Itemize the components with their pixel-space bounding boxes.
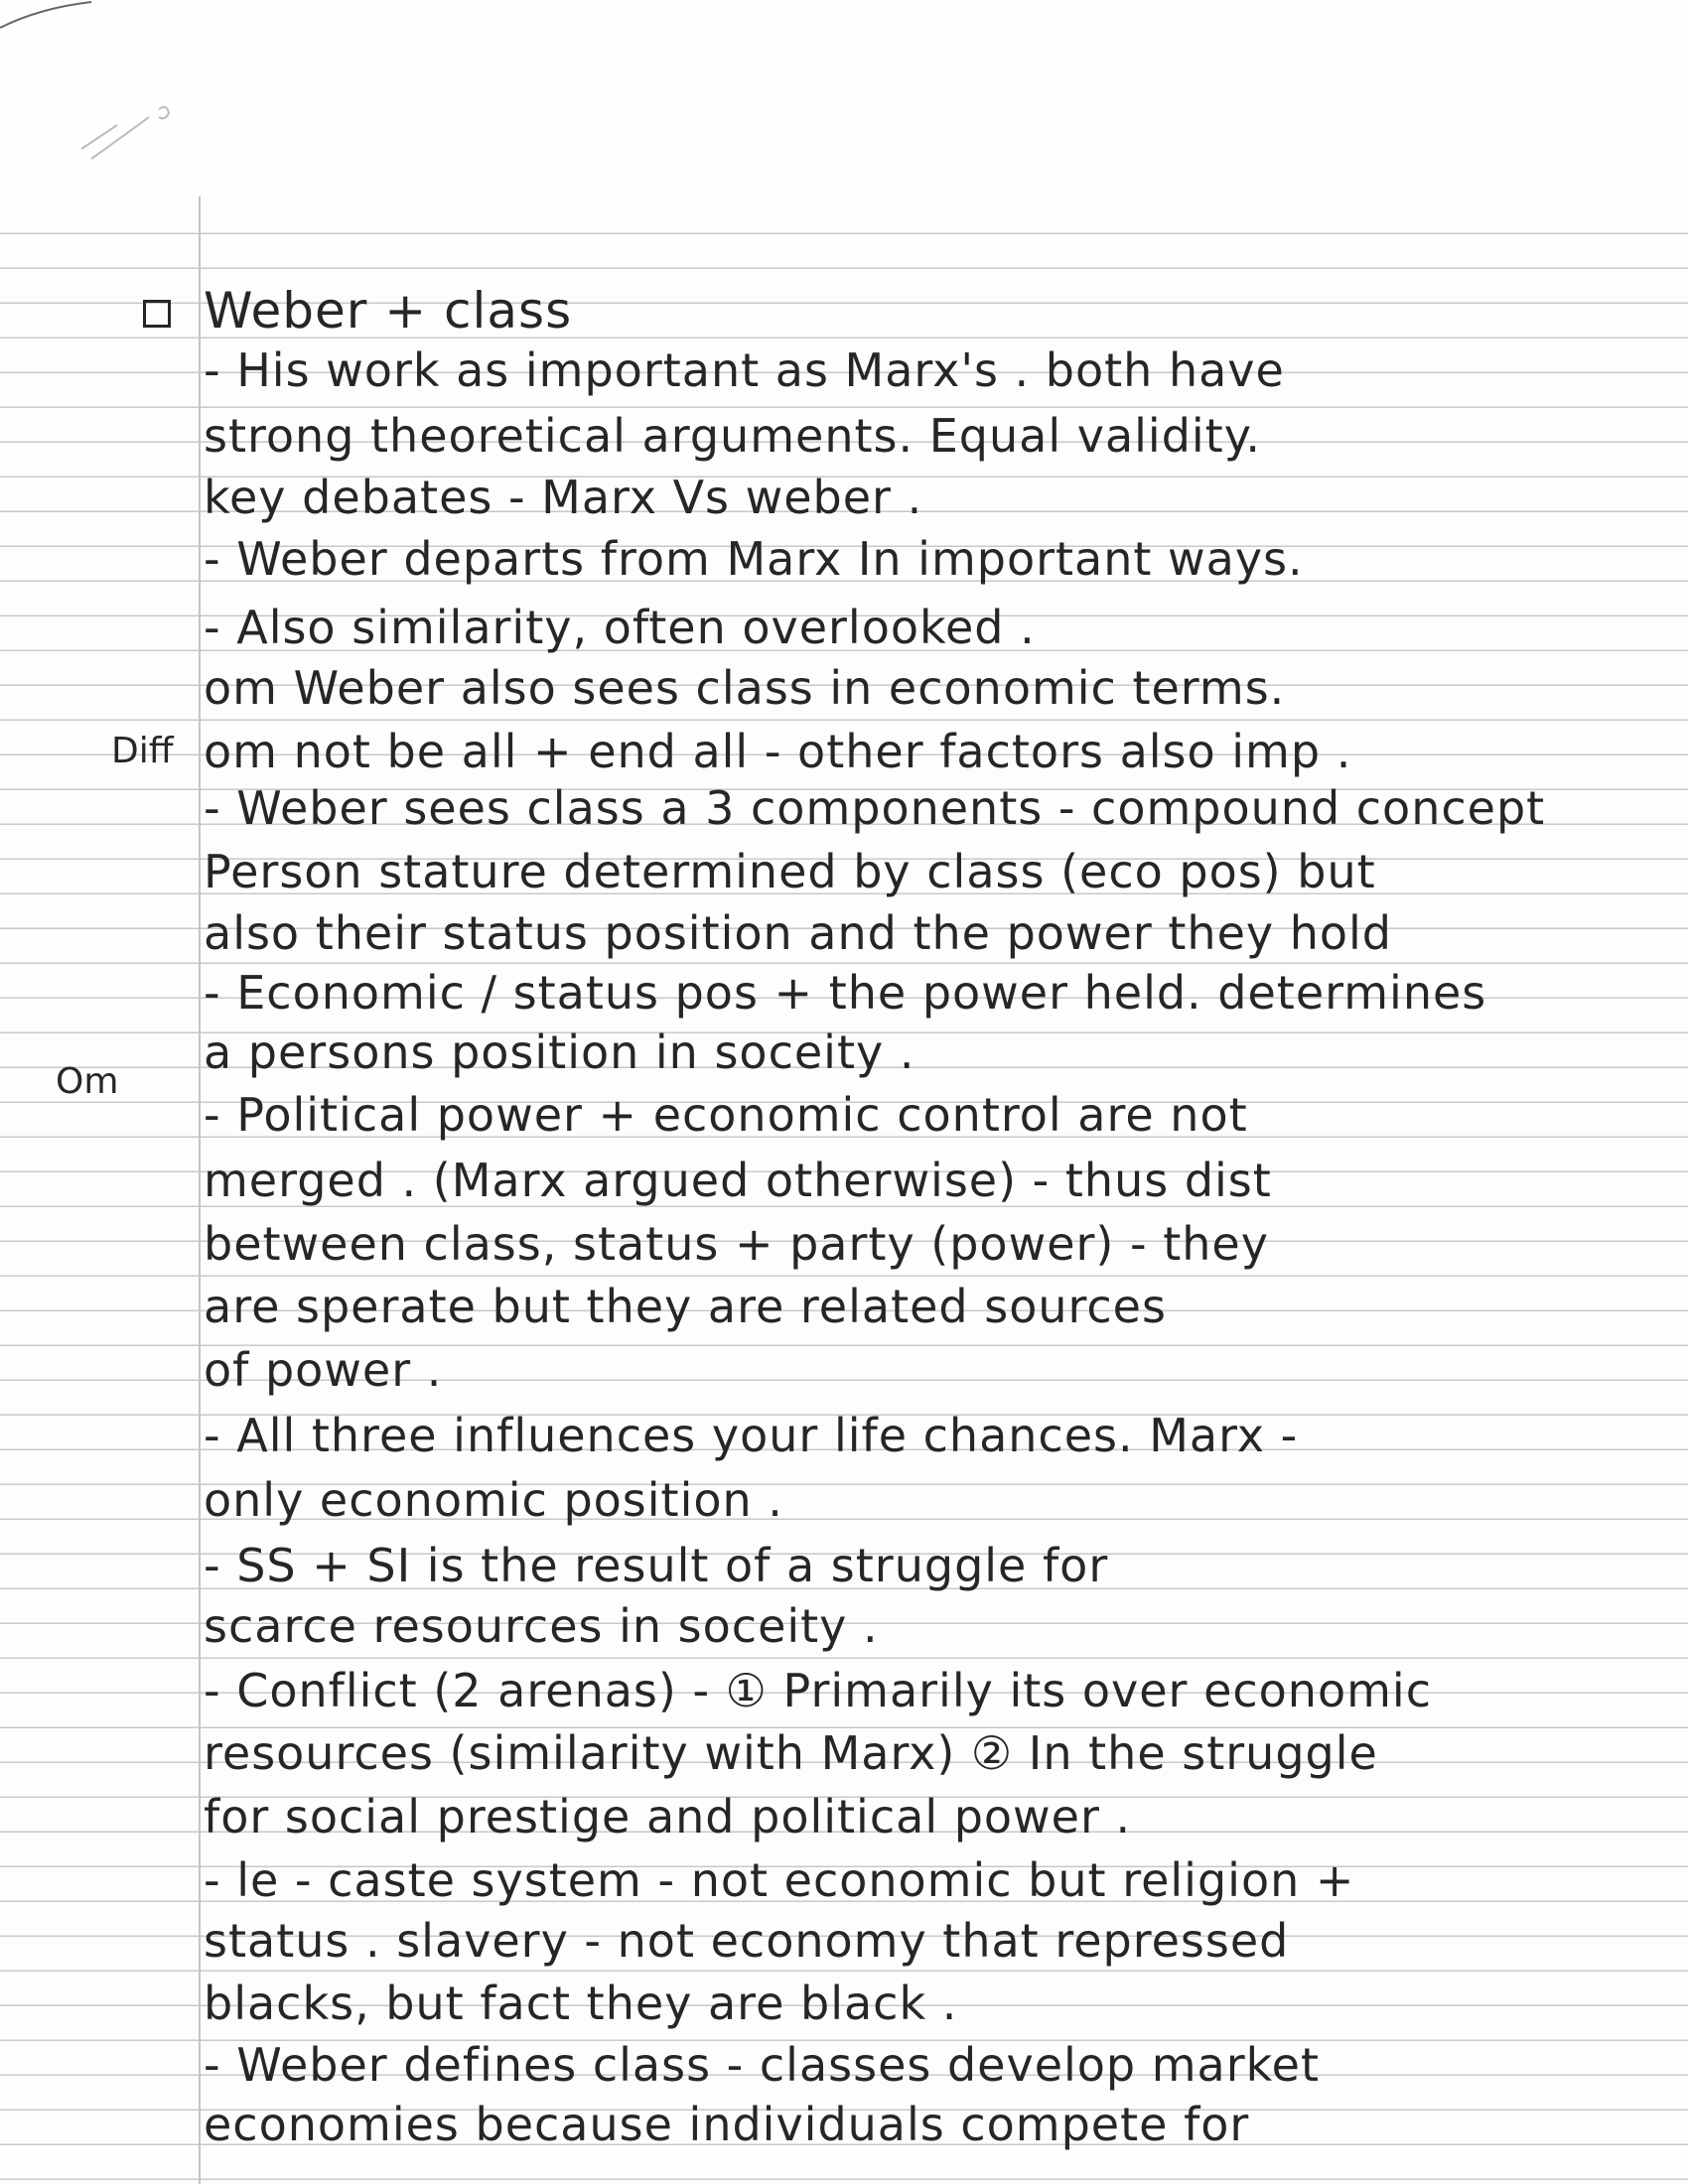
note-line: - Also similarity, often overlooked . — [204, 601, 1036, 654]
corner-scribble-icon — [0, 0, 218, 199]
margin-rule — [199, 197, 201, 2184]
note-line: - Economic / status pos + the power held. determines — [204, 966, 1487, 1020]
margin-note-om: Om — [56, 1061, 119, 1102]
note-line: only economic position . — [204, 1473, 783, 1527]
note-line: - Weber departs from Marx In important ways. — [204, 532, 1304, 586]
note-line: between class, status + party (power) - they — [204, 1217, 1269, 1271]
note-line: status . slavery - not economy that repressed — [204, 1914, 1290, 1968]
note-line: scarce resources in soceity . — [204, 1599, 879, 1653]
note-line: Person stature determined by class (eco pos) but — [204, 845, 1376, 898]
note-line: strong theoretical arguments. Equal validity. — [204, 409, 1261, 463]
note-line: merged . (Marx argued otherwise) - thus dist — [204, 1154, 1272, 1207]
note-line: - Conflict (2 arenas) - ① Primarily its over economic — [204, 1664, 1432, 1717]
note-line: - His work as important as Marx's . both have — [204, 343, 1285, 397]
note-line: - Weber defines class - classes develop market — [204, 2038, 1320, 2092]
note-line: are sperate but they are related sources — [204, 1280, 1167, 1333]
note-line: - le - caste system - not economic but religion + — [204, 1853, 1355, 1907]
note-line: economies because individuals compete for — [204, 2098, 1250, 2151]
note-line: a persons position in soceity . — [204, 1025, 915, 1079]
note-line: also their status position and the power they hold — [204, 906, 1392, 960]
note-line: - Weber sees class a 3 components - compound concept — [204, 781, 1546, 835]
note-line: resources (similarity with Marx) ② In the struggle — [204, 1726, 1378, 1780]
note-line: - SS + SI is the result of a struggle for — [204, 1539, 1109, 1592]
note-line: - Political power + economic control are not — [204, 1088, 1248, 1142]
margin-note-diff: Diff — [111, 731, 174, 771]
note-line: blacks, but fact they are black . — [204, 1977, 958, 2030]
note-line: key debates - Marx Vs weber . — [204, 471, 923, 524]
note-line: for social prestige and political power . — [204, 1790, 1132, 1843]
note-line: - All three influences your life chances. Marx - — [204, 1409, 1299, 1462]
note-line: om not be all + end all - other factors also imp . — [204, 725, 1352, 778]
note-line: om Weber also sees class in economic terms. — [204, 661, 1286, 715]
heading: Weber + class — [204, 282, 573, 340]
page-top-margin — [0, 0, 1688, 200]
heading-checkbox-icon — [143, 300, 171, 328]
note-line: of power . — [204, 1343, 443, 1397]
